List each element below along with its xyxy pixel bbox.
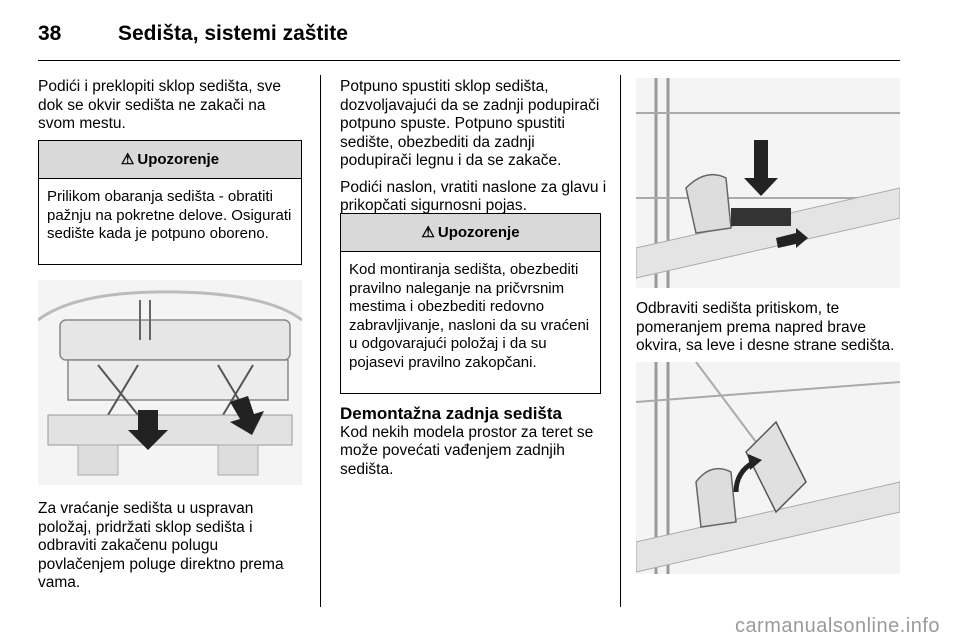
page-title: Sedišta, sistemi zaštite <box>118 22 348 45</box>
page-header <box>38 22 348 46</box>
footer-watermark: carmanualsonline.info <box>734 615 940 637</box>
col2-text <box>340 78 608 224</box>
col2-para1: Potpuno spustiti sklop sedišta, dozvoljavajući da se zadnji podupirači potpuno spuste. Potpuno spustiti sedište, obezbediti da zadnji podupirači legnu i da se zakače. <box>340 78 600 169</box>
seat-lock-release-illustration <box>636 362 900 574</box>
col1-intro: Podići i preklopiti sklop sedišta, sve dok se okvir sedišta ne zakači na svom mestu. <box>38 78 281 132</box>
warning-triangle-icon: ⚠ <box>421 224 435 241</box>
col2-warning-box <box>340 213 601 394</box>
col2-para2: Podići naslon, vratiti naslone za glavu i prikopčati sigurnosni pojas. <box>340 178 607 214</box>
col2-section <box>340 405 608 487</box>
warning-header: ⚠ Upozorenje <box>341 214 600 252</box>
warning-triangle-icon: ⚠ <box>120 151 135 168</box>
col1-after-figure: Za vraćanje sedišta u uspravan položaj, pridržati sklop sedišta i odbraviti zakačenu polugu povlačenjem poluge direktno prema vama. <box>38 500 284 591</box>
col2-para3: Kod nekih modela prostor za teret se može povećati vađenjem zadnjih sedišta. <box>340 423 594 478</box>
warning-body: Prilikom obaranja sedišta - obratiti pažnju na pokretne delove. Osigurati sedište kada je potpuno oboreno. <box>47 188 292 242</box>
warning-header: ⚠ Upozorenje <box>39 141 301 179</box>
warning-body: Kod montiranja sedišta, obezbediti pravilno naleganje na pričvrsnim mestima i obezbediti redovno zabravljivanje, nasloni da su vraćeni u odgovarajući položaj i da su pojasevi pravilno zakopčani. <box>349 261 590 371</box>
header-rule <box>38 60 900 61</box>
section-heading: Demontažna zadnja sedišta <box>340 404 563 423</box>
column-divider-1 <box>320 75 321 607</box>
seat-fold-illustration <box>38 280 302 485</box>
page-number: 38 <box>38 22 62 45</box>
col3-caption: Odbraviti sedišta pritiskom, te pomeranjem prema napred brave okvira, sa leve i desne strane sedišta. <box>636 300 895 354</box>
column-divider-2 <box>620 75 621 607</box>
seat-lock-press-illustration <box>636 78 900 288</box>
col1-warning-box <box>38 140 302 265</box>
